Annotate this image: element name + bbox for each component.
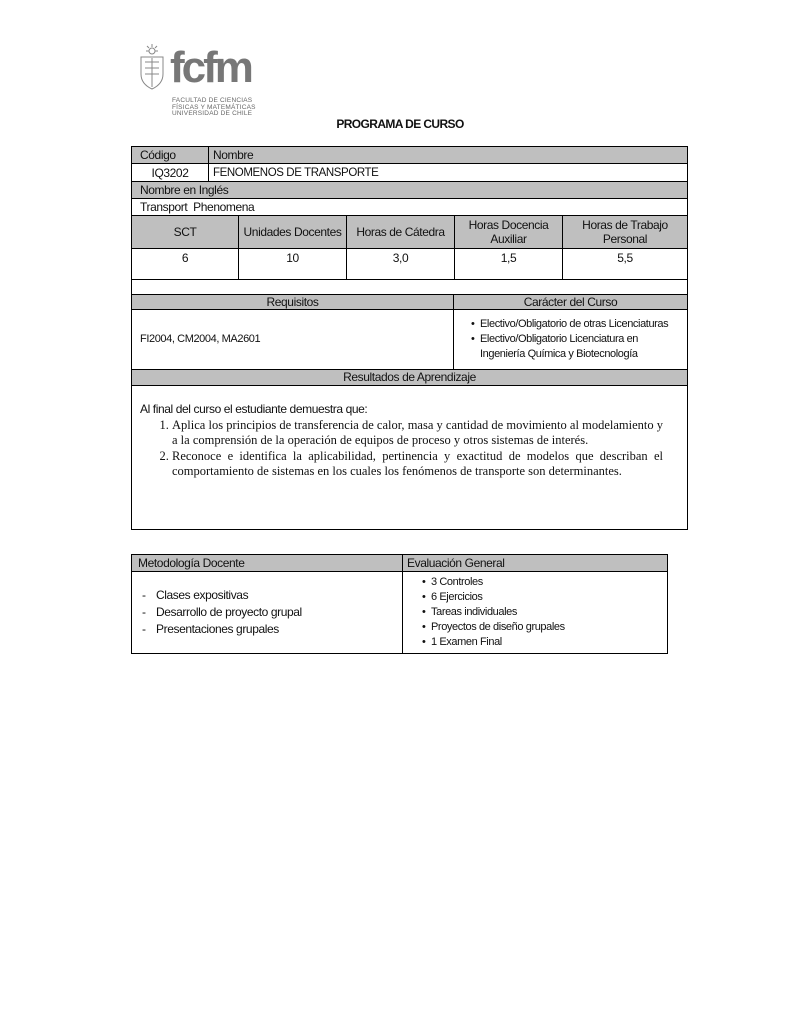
list-item: 2. Reconoce e identifica la aplicabilidad, pertinencia y exactitud de modelos que describan el comportamiento de sistemas en los cuales los fenómenos de transporte son determinantes. [172, 449, 663, 480]
list-item: 1. Aplica los principios de transferencia de calor, masa y cantidad de movimiento al modelamiento y a la comprensión de la operación de equipos de proceso y otros sistemas de interés. [172, 418, 663, 449]
logo-sub-line: UNIVERSIDAD DE CHILE [172, 110, 253, 117]
course-code: IQ3202 [132, 164, 209, 182]
logo-wordmark: fcfm [170, 43, 251, 92]
credits-header-unidades: Unidades Docentes [239, 216, 347, 249]
metodologia-list [142, 587, 402, 638]
credits-header-sct: SCT [132, 216, 239, 249]
caracter-label: Carácter del Curso [454, 294, 688, 309]
credits-header-auxiliar: Horas Docencia Auxiliar [455, 216, 563, 249]
course-program-table [131, 146, 688, 530]
list-item: • 6 Ejercicios [431, 590, 663, 605]
nombre-ingles-value: Transport Phenomena [132, 199, 688, 216]
list-item: • Proyectos de diseño grupales [431, 620, 663, 635]
resultados-label: Resultados de Aprendizaje [132, 369, 688, 385]
credits-header-personal: Horas de Trabajo Personal [563, 216, 688, 249]
course-name: FENOMENOS DE TRANSPORTE [209, 164, 688, 182]
requisitos-table [131, 294, 688, 530]
nombre-ingles-label: Nombre en Inglés [132, 182, 688, 199]
evaluacion-list [431, 575, 663, 650]
nombre-label: Nombre [209, 147, 688, 164]
page-title: PROGRAMA DE CURSO [336, 117, 464, 131]
credits-table [131, 215, 688, 280]
credits-value-sct: 6 [132, 249, 239, 280]
spacer-cell [132, 279, 688, 294]
caracter-cell [454, 309, 688, 369]
list-item: • 1 Examen Final [431, 635, 663, 650]
credits-header-catedra: Horas de Cátedra [347, 216, 455, 249]
resultados-cell [132, 385, 688, 529]
university-seal-icon [137, 44, 167, 94]
list-item: - Presentaciones grupales [142, 622, 279, 636]
requisitos-value: FI2004, CM2004, MA2601 [132, 309, 454, 369]
evaluacion-label: Evaluación General [403, 555, 668, 572]
codigo-label: Código [132, 147, 209, 164]
list-item: • 3 Controles [431, 575, 663, 590]
list-item: • Electivo/Obligatorio Licenciatura en Ingeniería Química y Biotecnología [480, 332, 683, 362]
logo-subtitle [172, 98, 256, 118]
logo-sub-line: FÍSICAS Y MATEMÁTICAS [172, 103, 256, 111]
list-item: - Desarrollo de proyecto grupal [142, 605, 302, 619]
credits-value-auxiliar: 1,5 [455, 249, 563, 280]
list-item: • Tareas individuales [431, 605, 663, 620]
credits-value-catedra: 3,0 [347, 249, 455, 280]
credits-value-personal: 5,5 [563, 249, 688, 280]
list-item: • Electivo/Obligatorio de otras Licenciaturas [480, 317, 683, 332]
logo-sub-line: FACULTAD DE CIENCIAS [172, 97, 253, 104]
resultados-intro: Al final del curso el estudiante demuestra que: [140, 401, 368, 416]
requisitos-label: Requisitos [132, 294, 454, 309]
course-identity-table [131, 146, 688, 216]
evaluacion-cell [403, 572, 668, 654]
caracter-list [466, 317, 683, 362]
resultados-list [140, 418, 663, 480]
spacer-table [131, 279, 688, 295]
list-item: - Clases expositivas [142, 588, 249, 602]
metodologia-evaluacion-table [131, 554, 668, 654]
metodologia-cell [132, 572, 403, 654]
credits-value-unidades: 10 [239, 249, 347, 280]
metodologia-label: Metodología Docente [132, 555, 403, 572]
